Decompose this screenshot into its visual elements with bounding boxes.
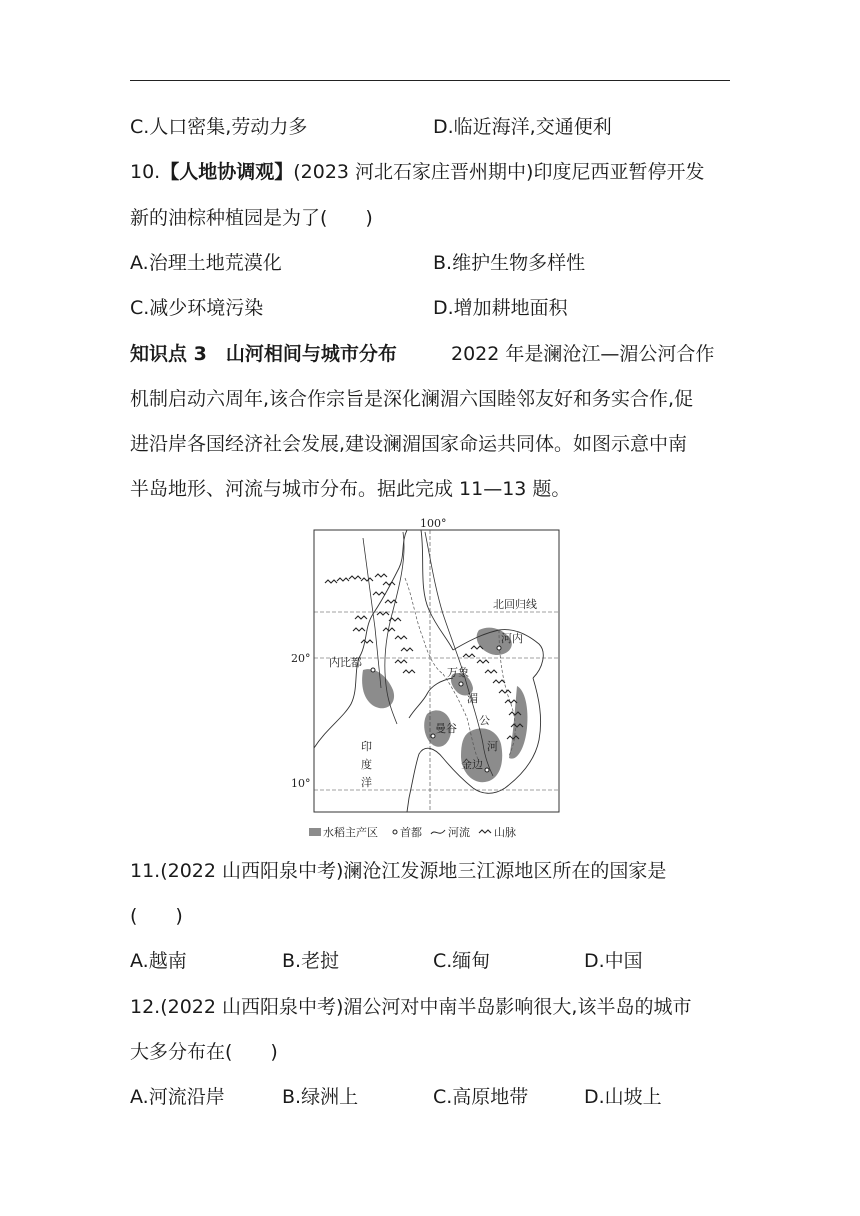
knowledge-intro-2: 机制启动六周年,该合作宗旨是深化澜湄六国睦邻友好和务实合作,促: [130, 388, 694, 410]
ocean-char-1: 印: [361, 740, 372, 753]
q12-option-d[interactable]: D.山坡上: [584, 1086, 662, 1108]
indochina-map-figure: [291, 517, 571, 844]
q11-option-b[interactable]: B.老挝: [282, 950, 340, 972]
capital-naypyidaw-marker: [371, 668, 375, 672]
q10-tag: 【人地协调观】: [160, 161, 294, 183]
q12-stem-2: 大多分布在( ): [130, 1041, 278, 1063]
indochina-map: [291, 517, 571, 844]
map-frame: [314, 530, 559, 812]
q11-stem-1: 11.(2022 山西阳泉中考)澜沧江发源地三江源地区所在的国家是: [130, 860, 667, 882]
tropic-label: 北回归线: [493, 598, 537, 611]
capital-hanoi-marker: [497, 646, 501, 650]
city-naypyidaw: 内比都: [329, 656, 362, 669]
q11-option-d[interactable]: D.中国: [584, 950, 643, 972]
legend-mountain-icon: [479, 830, 491, 833]
q11-option-c[interactable]: C.缅甸: [433, 950, 491, 972]
legend-river: 河流: [448, 826, 470, 839]
q10-stem-line-2: 新的油棕种植园是为了( ): [130, 207, 373, 229]
q11-option-a[interactable]: A.越南: [130, 950, 187, 972]
knowledge-intro-4: 半岛地形、河流与城市分布。据此完成 11—13 题。: [130, 478, 571, 500]
q10-option-d[interactable]: D.增加耕地面积: [433, 297, 568, 319]
lon-label: 100°: [420, 517, 447, 530]
ocean-char-3: 洋: [361, 776, 372, 789]
q12-option-a[interactable]: A.河流沿岸: [130, 1086, 225, 1108]
legend-capital-icon: [393, 830, 397, 834]
knowledge-line-1: [130, 342, 397, 366]
river-char-3: 河: [487, 740, 498, 753]
legend-rice-swatch: [309, 828, 321, 836]
knowledge-intro-1: 2022 年是澜沧江—湄公河合作: [451, 343, 715, 365]
knowledge-intro-3: 进沿岸各国经济社会发展,建设澜湄国家命运共同体。如图示意中南: [130, 433, 688, 455]
q10-stem-1: (2023 河北石家庄晋州期中)印度尼西亚暂停开发: [293, 161, 705, 183]
river-char-2: 公: [479, 714, 490, 727]
city-phnompenh: 金边: [461, 758, 483, 771]
q10-number: 10.: [130, 161, 161, 183]
q12-option-b[interactable]: B.绿洲上: [282, 1086, 359, 1108]
q12-stem-1: 12.(2022 山西阳泉中考)湄公河对中南半岛影响很大,该半岛的城市: [130, 996, 692, 1018]
q11-stem-2: ( ): [130, 905, 183, 927]
q9-option-d[interactable]: D.临近海洋,交通便利: [433, 116, 612, 138]
q12-option-c[interactable]: C.高原地带: [433, 1086, 529, 1108]
q10-option-b[interactable]: B.维护生物多样性: [433, 252, 586, 274]
legend-rice: 水稻主产区: [323, 826, 378, 839]
capital-vientiane-marker: [459, 682, 463, 686]
city-hanoi: 河内: [501, 632, 523, 645]
map-legend: [309, 825, 516, 839]
legend-river-icon: [431, 830, 445, 834]
capital-phnompenh-marker: [485, 768, 489, 772]
lat-20-label: 20°: [291, 652, 311, 665]
legend-capital: 首都: [400, 826, 422, 839]
q10-stem-line-1: [130, 160, 704, 184]
city-vientiane: 万象: [447, 666, 469, 679]
lat-10-label: 10°: [291, 777, 311, 790]
city-bangkok: 曼谷: [435, 722, 457, 735]
knowledge-title: 知识点 3 山河相间与城市分布: [130, 343, 397, 365]
ocean-char-2: 度: [361, 758, 372, 771]
q9-option-c[interactable]: C.人口密集,劳动力多: [130, 116, 308, 138]
river-char-1: 湄: [467, 692, 478, 705]
header-rule: [130, 80, 730, 81]
legend-mountain: 山脉: [494, 826, 516, 839]
q10-option-a[interactable]: A.治理土地荒漠化: [130, 252, 282, 274]
q10-option-c[interactable]: C.减少环境污染: [130, 297, 264, 319]
